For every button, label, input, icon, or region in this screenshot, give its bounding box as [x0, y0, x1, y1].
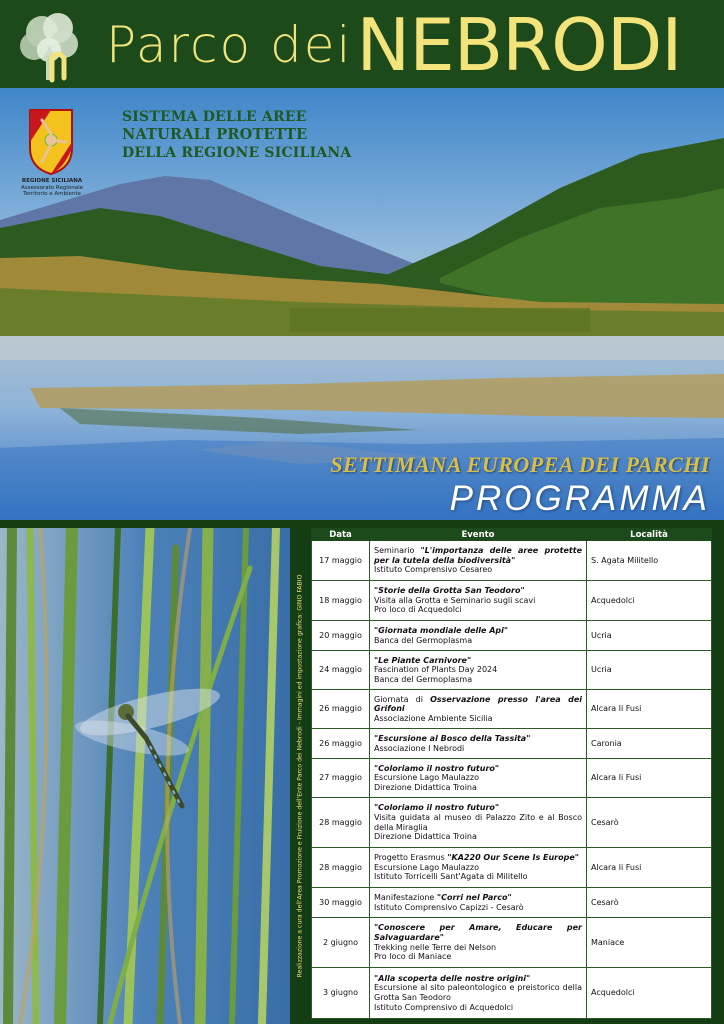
- schedule-table: [311, 528, 712, 1019]
- sistema-line-2: NATURALI PROTETTE: [122, 126, 308, 143]
- event-date: 27 maggio: [312, 759, 370, 798]
- event-detail-line: Trekking nelle Terre dei Nelson: [374, 942, 497, 952]
- event-date: 30 maggio: [312, 888, 370, 918]
- photo-credit: [288, 528, 312, 1024]
- sicily-coat-of-arms-icon: [28, 108, 74, 176]
- region-logo-caption: [14, 178, 90, 198]
- event-heading: [374, 923, 582, 942]
- region-dept-2: Territorio e Ambiente: [23, 191, 81, 198]
- event-heading: [374, 803, 582, 813]
- event-heading: [374, 734, 582, 744]
- event-detail-line: Banca del Germoplasma: [374, 674, 473, 684]
- sistema-aree-logo: [122, 108, 351, 162]
- table-row: [312, 690, 712, 729]
- event-date: 17 maggio: [312, 541, 370, 581]
- region-name: REGIONE SICILIANA: [21, 178, 83, 184]
- dragonfly-reeds-photo: [0, 528, 290, 1024]
- event-prefix: Giornata di: [374, 694, 431, 704]
- event-heading: [374, 626, 582, 636]
- event-date: 26 maggio: [312, 690, 370, 729]
- reeds-illustration: [0, 528, 290, 1024]
- table-row: [312, 729, 712, 759]
- event-title: "Storie della Grotta San Teodoro": [374, 586, 525, 596]
- event-cell: [370, 888, 587, 918]
- header-date: Data: [312, 529, 370, 541]
- event-heading: [374, 695, 582, 714]
- event-cell: [370, 968, 587, 1019]
- event-location: Ucria: [587, 621, 712, 651]
- event-detail-line: Associazione Ambiente Sicilia: [374, 713, 493, 723]
- table-row: [312, 651, 712, 690]
- event-heading: [374, 764, 582, 774]
- event-location: Caronia: [587, 729, 712, 759]
- event-location: Alcara li Fusi: [587, 848, 712, 888]
- event-title: "KA220 Our Scene Is Europe": [447, 853, 579, 863]
- event-detail-line: Escursione al sito paleontologico e preistorico della Grotta San Teodoro: [374, 983, 582, 1002]
- event-heading: [374, 546, 582, 565]
- event-detail-line: Direzione Didattica Troina: [374, 782, 477, 792]
- table-row: [312, 968, 712, 1019]
- event-cell: [370, 759, 587, 798]
- event-detail-line: Istituto Comprensivo Capizzi - Cesarò: [374, 902, 524, 912]
- event-title: "Conoscere per Amare, Educare per Salvaguardare": [374, 923, 582, 942]
- event-date: 28 maggio: [312, 848, 370, 888]
- event-detail-line: Pro loco di Acquedolci: [374, 605, 462, 615]
- sistema-line-3: DELLA REGIONE SICILIANA: [122, 145, 352, 161]
- table-row: [312, 848, 712, 888]
- programma-heading: PROGRAMMA: [449, 479, 710, 518]
- event-cell: [370, 848, 587, 888]
- event-location: Cesarò: [587, 888, 712, 918]
- event-cell: [370, 690, 587, 729]
- event-detail-line: Escursione Lago Maulazzo: [374, 773, 479, 783]
- event-location: Cesarò: [587, 798, 712, 848]
- table-row: [312, 918, 712, 968]
- event-date: 2 giugno: [312, 918, 370, 968]
- event-detail-line: Escursione Lago Maulazzo: [374, 862, 479, 872]
- sistema-line-1: SISTEMA DELLE AREE: [122, 109, 307, 125]
- event-prefix: Progetto Erasmus: [374, 853, 448, 863]
- event-prefix: Seminario: [374, 546, 421, 556]
- table-row: [312, 621, 712, 651]
- event-location: Acquedolci: [587, 968, 712, 1019]
- event-date: 24 maggio: [312, 651, 370, 690]
- schedule-header-row: [312, 529, 712, 541]
- event-date: 3 giugno: [312, 968, 370, 1019]
- event-cell: [370, 581, 587, 621]
- event-title: "L'importanza delle aree protette per la tutela della biodiversità": [374, 546, 583, 565]
- event-title: Osservazione presso l'area dei Grifoni: [374, 694, 582, 714]
- event-title: "Le Piante Carnivore": [374, 655, 472, 665]
- event-cell: [370, 918, 587, 968]
- schedule-body: [312, 541, 712, 1019]
- table-row: [312, 798, 712, 848]
- region-dept-1: Assessorato Regionale: [21, 184, 83, 191]
- event-title: "Corri nel Parco": [436, 892, 512, 902]
- event-cell: [370, 729, 587, 759]
- title-part2: NEBRODI: [356, 3, 682, 87]
- event-detail-line: Visita alla Grotta e Seminario sugli scavi: [374, 595, 536, 605]
- page-title: [106, 2, 682, 88]
- event-detail-line: Istituto Comprensivo Cesareo: [374, 565, 493, 575]
- event-heading: [374, 893, 582, 903]
- header-location: Località: [587, 529, 712, 541]
- header-bar: [0, 0, 724, 88]
- event-location: Ucria: [587, 651, 712, 690]
- title-part1: Parco dei: [106, 16, 353, 74]
- event-heading: [374, 656, 582, 666]
- event-date: 20 maggio: [312, 621, 370, 651]
- event-location: Acquedolci: [587, 581, 712, 621]
- event-detail-line: Istituto Torricelli Sant'Agata di Militello: [374, 872, 528, 882]
- event-location: Alcara li Fusi: [587, 759, 712, 798]
- event-detail-line: Banca del Germoplasma: [374, 635, 473, 645]
- event-cell: [370, 651, 587, 690]
- event-detail-line: Istituto Comprensivo di Acquedolci: [374, 1002, 514, 1012]
- event-title: "Escursione al Bosco della Tassita": [374, 733, 531, 743]
- table-row: [312, 581, 712, 621]
- event-date: 18 maggio: [312, 581, 370, 621]
- park-tree-logo-icon: [12, 8, 92, 84]
- event-detail-line: Associazione I Nebrodi: [374, 743, 465, 753]
- event-heading: [374, 586, 582, 596]
- event-title: "Coloriamo il nostro futuro": [374, 763, 500, 773]
- header-event: Evento: [370, 529, 587, 541]
- event-cell: [370, 621, 587, 651]
- event-detail-line: Fascination of Plants Day 2024: [374, 665, 498, 675]
- event-cell: [370, 798, 587, 848]
- event-location: S. Agata Militello: [587, 541, 712, 581]
- event-title: "Coloriamo il nostro futuro": [374, 803, 500, 813]
- event-heading: [374, 853, 582, 863]
- table-row: [312, 888, 712, 918]
- event-cell: [370, 541, 587, 581]
- event-detail-line: Pro loco di Maniace: [374, 952, 452, 962]
- event-detail-line: Visita guidata al museo di Palazzo Zito e al Bosco della Miraglia: [374, 812, 582, 832]
- event-detail-line: Direzione Didattica Troina: [374, 832, 477, 842]
- event-prefix: Manifestazione: [374, 892, 437, 902]
- event-heading: [374, 974, 582, 984]
- photo-credit-text: Realizzazione a cura dell'Area Promozione e Fruizione dell'Ente Parco dei Nebrodi - Immagini ed impostazione grafica: GINO FABIO: [296, 574, 304, 978]
- lake-landscape-photo: [0, 88, 724, 520]
- event-subtitle: SETTIMANA EUROPEA DEI PARCHI: [330, 452, 710, 477]
- event-date: 26 maggio: [312, 729, 370, 759]
- event-location: Maniace: [587, 918, 712, 968]
- event-date: 28 maggio: [312, 798, 370, 848]
- event-title: "Giornata mondiale delle Api": [374, 625, 509, 635]
- table-row: [312, 541, 712, 581]
- event-location: Alcara li Fusi: [587, 690, 712, 729]
- event-title: "Alla scoperta delle nostre origini": [374, 973, 531, 983]
- table-row: [312, 759, 712, 798]
